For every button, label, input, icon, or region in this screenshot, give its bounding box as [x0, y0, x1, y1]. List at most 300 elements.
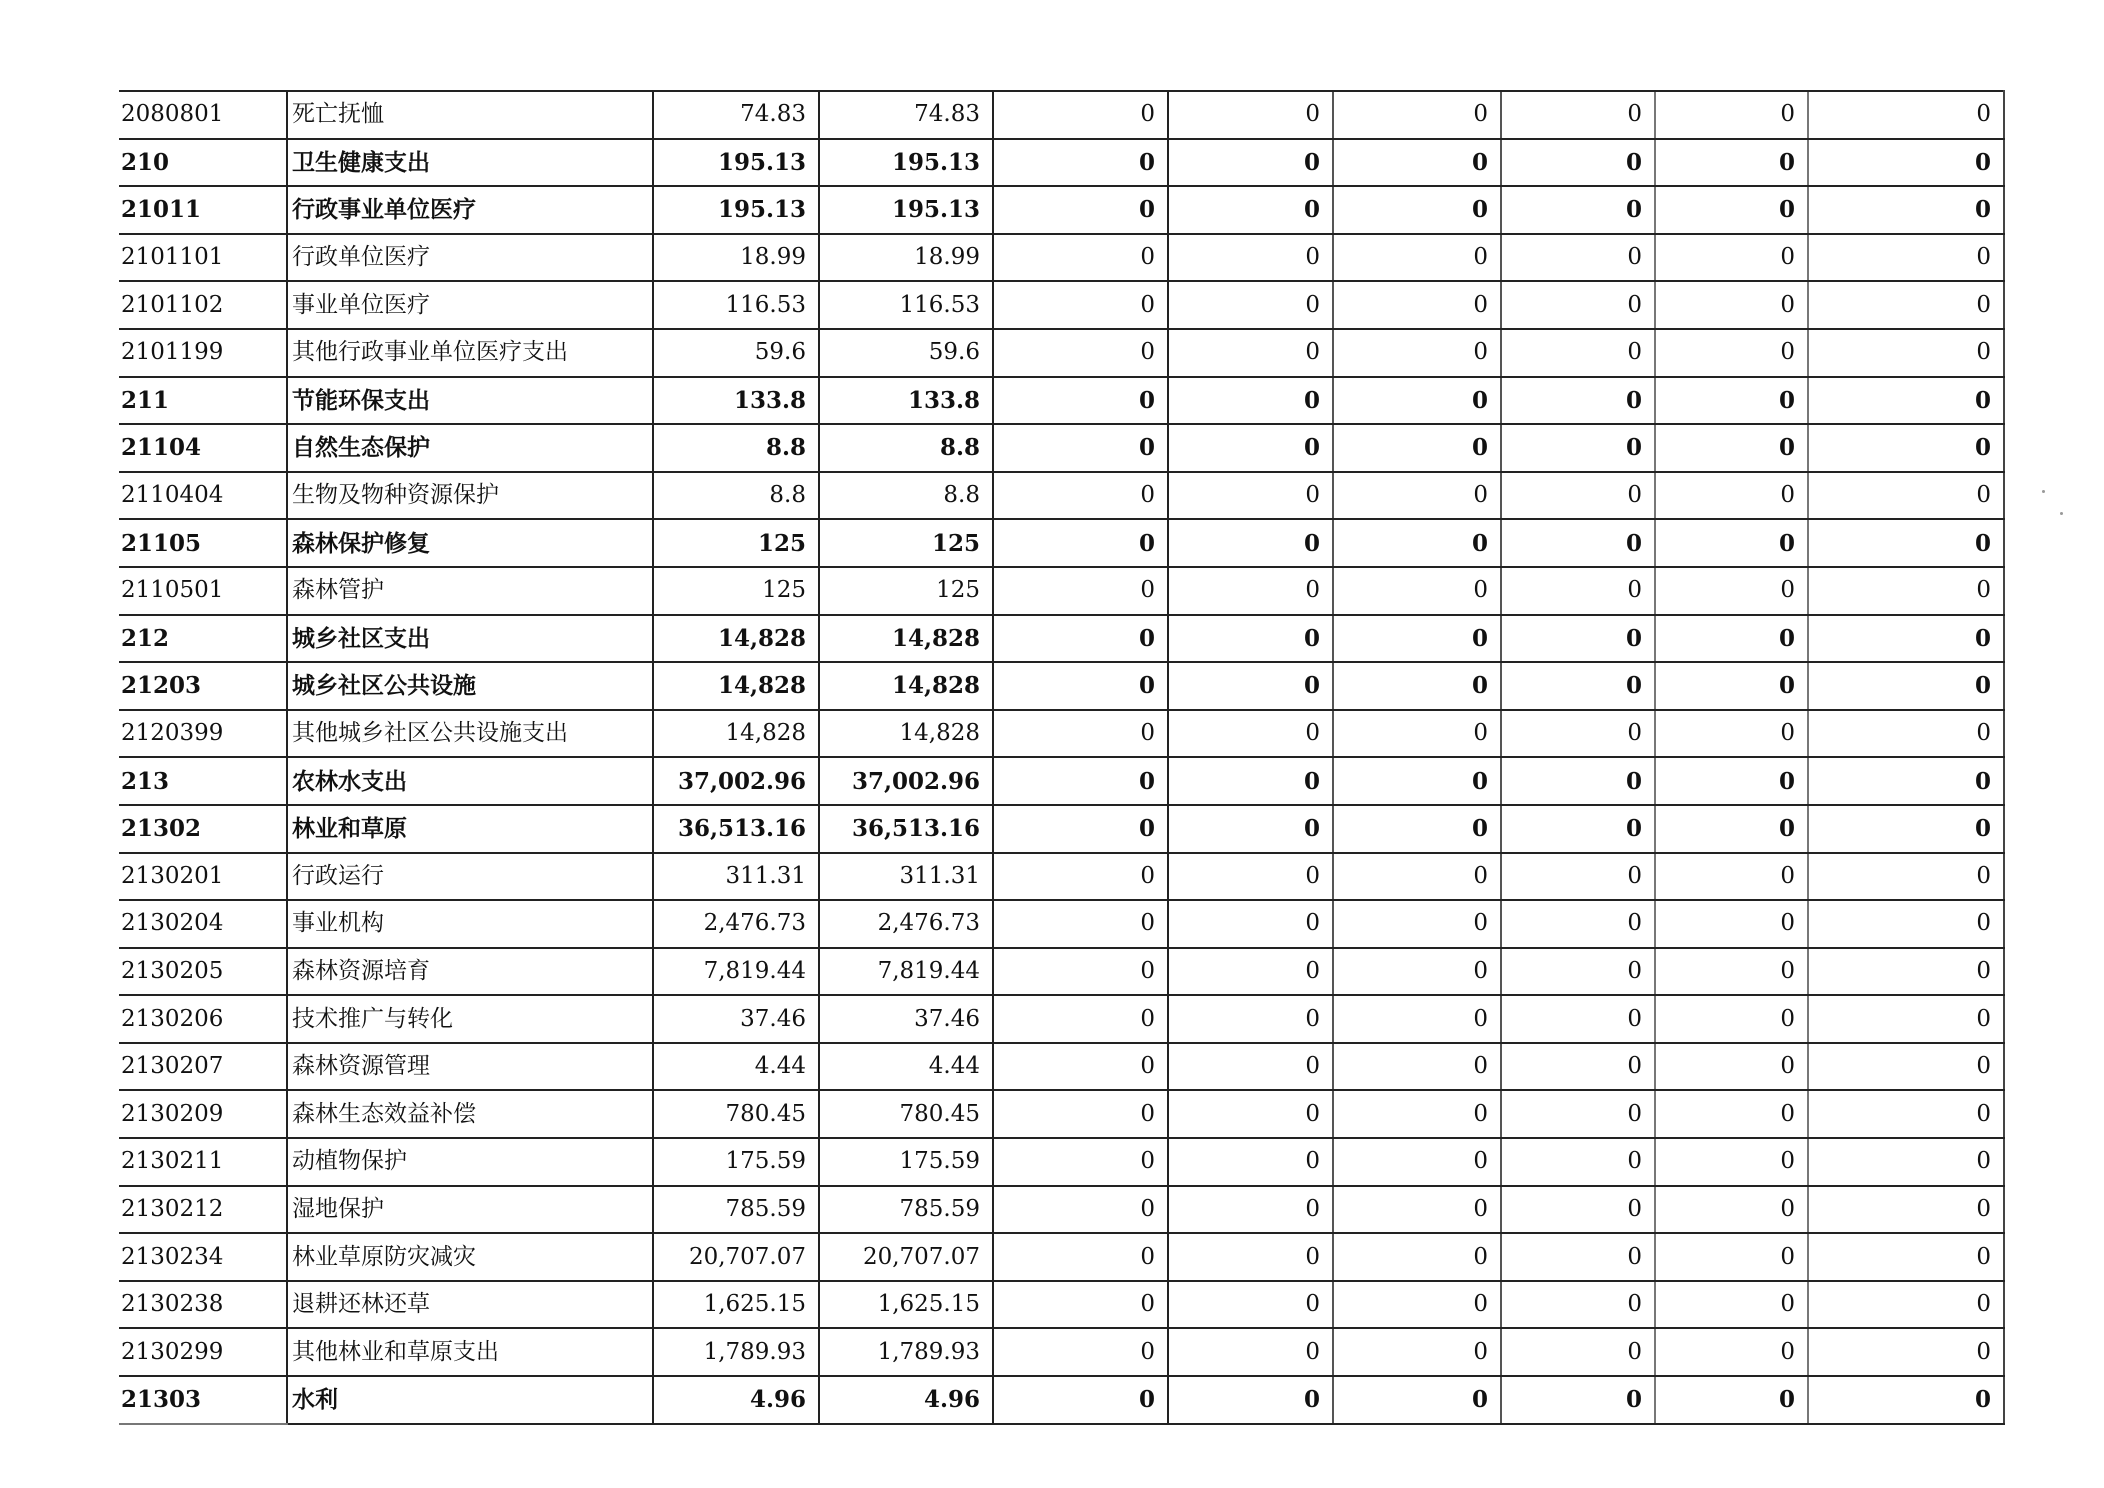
amount-cell-7: 0: [1655, 853, 1808, 901]
table-row: [119, 948, 2004, 996]
amount-cell-7: 0: [1655, 186, 1808, 234]
basic-expenditure-cell: 14,828: [819, 710, 993, 758]
table-row: [119, 757, 2004, 805]
table-row: [119, 424, 2004, 472]
amount-cell-5: 0: [1333, 1138, 1501, 1186]
amount-cell-5: 0: [1333, 472, 1501, 520]
amount-cell-3: 0: [993, 662, 1168, 710]
subject-name-cell: 事业单位医疗: [287, 281, 653, 329]
amount-cell-4: 0: [1168, 995, 1333, 1043]
total-amount-cell: 1,625.15: [653, 1281, 819, 1329]
amount-cell-3: 0: [993, 805, 1168, 853]
amount-cell-4: 0: [1168, 1376, 1333, 1424]
basic-expenditure-cell: 8.8: [819, 472, 993, 520]
basic-expenditure-cell: 1,789.93: [819, 1328, 993, 1376]
basic-expenditure-cell: 20,707.07: [819, 1233, 993, 1281]
subject-code-cell: 2130205: [119, 948, 287, 996]
amount-cell-3: 0: [993, 1138, 1168, 1186]
amount-cell-3: 0: [993, 519, 1168, 567]
subject-code-cell: 211: [119, 377, 287, 425]
subject-name-cell: 生物及物种资源保护: [287, 472, 653, 520]
amount-cell-4: 0: [1168, 710, 1333, 758]
table-row: [119, 710, 2004, 758]
subject-code-cell: 2110404: [119, 472, 287, 520]
amount-cell-6: 0: [1501, 186, 1655, 234]
amount-cell-7: 0: [1655, 1043, 1808, 1091]
total-amount-cell: 20,707.07: [653, 1233, 819, 1281]
amount-cell-4: 0: [1168, 139, 1333, 187]
amount-cell-8: 0: [1808, 1281, 2004, 1329]
amount-cell-3: 0: [993, 186, 1168, 234]
scan-speck: [2060, 512, 2063, 515]
amount-cell-6: 0: [1501, 1090, 1655, 1138]
amount-cell-6: 0: [1501, 1376, 1655, 1424]
amount-cell-8: 0: [1808, 1186, 2004, 1234]
amount-cell-7: 0: [1655, 948, 1808, 996]
table-row: [119, 186, 2004, 234]
total-amount-cell: 780.45: [653, 1090, 819, 1138]
subject-name-cell: 林业草原防灾减灾: [287, 1233, 653, 1281]
total-amount-cell: 195.13: [653, 139, 819, 187]
amount-cell-5: 0: [1333, 329, 1501, 377]
basic-expenditure-cell: 18.99: [819, 234, 993, 282]
amount-cell-7: 0: [1655, 757, 1808, 805]
table-row: [119, 91, 2004, 139]
table-row: [119, 615, 2004, 663]
basic-expenditure-cell: 195.13: [819, 186, 993, 234]
amount-cell-4: 0: [1168, 234, 1333, 282]
amount-cell-6: 0: [1501, 615, 1655, 663]
amount-cell-5: 0: [1333, 1233, 1501, 1281]
basic-expenditure-cell: 4.96: [819, 1376, 993, 1424]
total-amount-cell: 14,828: [653, 710, 819, 758]
amount-cell-6: 0: [1501, 567, 1655, 615]
amount-cell-3: 0: [993, 329, 1168, 377]
amount-cell-5: 0: [1333, 424, 1501, 472]
subject-name-cell: 森林保护修复: [287, 519, 653, 567]
amount-cell-7: 0: [1655, 234, 1808, 282]
subject-name-cell: 节能环保支出: [287, 377, 653, 425]
amount-cell-7: 0: [1655, 995, 1808, 1043]
amount-cell-7: 0: [1655, 329, 1808, 377]
subject-name-cell: 森林资源管理: [287, 1043, 653, 1091]
basic-expenditure-cell: 1,625.15: [819, 1281, 993, 1329]
subject-code-cell: 2080801: [119, 91, 287, 139]
basic-expenditure-cell: 14,828: [819, 615, 993, 663]
amount-cell-7: 0: [1655, 805, 1808, 853]
subject-code-cell: 2130238: [119, 1281, 287, 1329]
amount-cell-3: 0: [993, 234, 1168, 282]
basic-expenditure-cell: 4.44: [819, 1043, 993, 1091]
total-amount-cell: 4.96: [653, 1376, 819, 1424]
amount-cell-6: 0: [1501, 377, 1655, 425]
amount-cell-8: 0: [1808, 662, 2004, 710]
amount-cell-7: 0: [1655, 91, 1808, 139]
amount-cell-3: 0: [993, 472, 1168, 520]
total-amount-cell: 311.31: [653, 853, 819, 901]
basic-expenditure-cell: 785.59: [819, 1186, 993, 1234]
amount-cell-8: 0: [1808, 615, 2004, 663]
total-amount-cell: 8.8: [653, 472, 819, 520]
table-row: [119, 853, 2004, 901]
amount-cell-6: 0: [1501, 1281, 1655, 1329]
total-amount-cell: 37,002.96: [653, 757, 819, 805]
total-amount-cell: 125: [653, 519, 819, 567]
total-amount-cell: 14,828: [653, 615, 819, 663]
amount-cell-4: 0: [1168, 1043, 1333, 1091]
amount-cell-6: 0: [1501, 472, 1655, 520]
amount-cell-3: 0: [993, 281, 1168, 329]
amount-cell-8: 0: [1808, 186, 2004, 234]
scan-speck: [2042, 490, 2045, 493]
subject-code-cell: 2110501: [119, 567, 287, 615]
amount-cell-3: 0: [993, 1376, 1168, 1424]
amount-cell-7: 0: [1655, 1376, 1808, 1424]
amount-cell-7: 0: [1655, 567, 1808, 615]
subject-name-cell: 农林水支出: [287, 757, 653, 805]
amount-cell-6: 0: [1501, 1233, 1655, 1281]
amount-cell-8: 0: [1808, 91, 2004, 139]
subject-code-cell: 2130207: [119, 1043, 287, 1091]
amount-cell-6: 0: [1501, 424, 1655, 472]
amount-cell-5: 0: [1333, 1328, 1501, 1376]
total-amount-cell: 8.8: [653, 424, 819, 472]
subject-code-cell: 212: [119, 615, 287, 663]
amount-cell-5: 0: [1333, 1043, 1501, 1091]
subject-code-cell: 21203: [119, 662, 287, 710]
amount-cell-5: 0: [1333, 91, 1501, 139]
amount-cell-6: 0: [1501, 710, 1655, 758]
amount-cell-6: 0: [1501, 1138, 1655, 1186]
total-amount-cell: 125: [653, 567, 819, 615]
basic-expenditure-cell: 37.46: [819, 995, 993, 1043]
amount-cell-8: 0: [1808, 1328, 2004, 1376]
subject-name-cell: 森林管护: [287, 567, 653, 615]
amount-cell-3: 0: [993, 948, 1168, 996]
table-row: [119, 1043, 2004, 1091]
amount-cell-4: 0: [1168, 1233, 1333, 1281]
basic-expenditure-cell: 116.53: [819, 281, 993, 329]
amount-cell-3: 0: [993, 377, 1168, 425]
amount-cell-6: 0: [1501, 1328, 1655, 1376]
amount-cell-6: 0: [1501, 900, 1655, 948]
subject-name-cell: 其他林业和草原支出: [287, 1328, 653, 1376]
amount-cell-6: 0: [1501, 91, 1655, 139]
amount-cell-5: 0: [1333, 853, 1501, 901]
amount-cell-7: 0: [1655, 1281, 1808, 1329]
amount-cell-5: 0: [1333, 519, 1501, 567]
subject-name-cell: 水利: [287, 1376, 653, 1424]
basic-expenditure-cell: 8.8: [819, 424, 993, 472]
amount-cell-8: 0: [1808, 805, 2004, 853]
subject-name-cell: 死亡抚恤: [287, 91, 653, 139]
basic-expenditure-cell: 2,476.73: [819, 900, 993, 948]
amount-cell-8: 0: [1808, 710, 2004, 758]
total-amount-cell: 175.59: [653, 1138, 819, 1186]
amount-cell-5: 0: [1333, 900, 1501, 948]
amount-cell-5: 0: [1333, 281, 1501, 329]
amount-cell-6: 0: [1501, 757, 1655, 805]
amount-cell-7: 0: [1655, 519, 1808, 567]
amount-cell-5: 0: [1333, 1090, 1501, 1138]
subject-name-cell: 行政单位医疗: [287, 234, 653, 282]
amount-cell-3: 0: [993, 139, 1168, 187]
subject-code-cell: 213: [119, 757, 287, 805]
subject-code-cell: 2130204: [119, 900, 287, 948]
amount-cell-5: 0: [1333, 1376, 1501, 1424]
table-row: [119, 472, 2004, 520]
amount-cell-6: 0: [1501, 662, 1655, 710]
subject-code-cell: 2120399: [119, 710, 287, 758]
table-row: [119, 1090, 2004, 1138]
basic-expenditure-cell: 74.83: [819, 91, 993, 139]
basic-expenditure-cell: 36,513.16: [819, 805, 993, 853]
amount-cell-5: 0: [1333, 377, 1501, 425]
amount-cell-4: 0: [1168, 757, 1333, 805]
amount-cell-5: 0: [1333, 805, 1501, 853]
amount-cell-5: 0: [1333, 995, 1501, 1043]
amount-cell-7: 0: [1655, 472, 1808, 520]
amount-cell-8: 0: [1808, 234, 2004, 282]
amount-cell-3: 0: [993, 995, 1168, 1043]
amount-cell-5: 0: [1333, 615, 1501, 663]
amount-cell-3: 0: [993, 1328, 1168, 1376]
table-row: [119, 1376, 2004, 1424]
basic-expenditure-cell: 133.8: [819, 377, 993, 425]
amount-cell-6: 0: [1501, 1043, 1655, 1091]
table-row: [119, 281, 2004, 329]
amount-cell-8: 0: [1808, 900, 2004, 948]
amount-cell-6: 0: [1501, 948, 1655, 996]
subject-name-cell: 行政事业单位医疗: [287, 186, 653, 234]
amount-cell-3: 0: [993, 615, 1168, 663]
table-row: [119, 1328, 2004, 1376]
amount-cell-7: 0: [1655, 900, 1808, 948]
amount-cell-7: 0: [1655, 281, 1808, 329]
amount-cell-4: 0: [1168, 1090, 1333, 1138]
amount-cell-6: 0: [1501, 519, 1655, 567]
amount-cell-8: 0: [1808, 948, 2004, 996]
basic-expenditure-cell: 780.45: [819, 1090, 993, 1138]
subject-code-cell: 2101199: [119, 329, 287, 377]
amount-cell-7: 0: [1655, 139, 1808, 187]
amount-cell-6: 0: [1501, 281, 1655, 329]
amount-cell-5: 0: [1333, 234, 1501, 282]
table-row: [119, 1281, 2004, 1329]
table-row: [119, 1186, 2004, 1234]
amount-cell-5: 0: [1333, 662, 1501, 710]
amount-cell-8: 0: [1808, 424, 2004, 472]
table-row: [119, 662, 2004, 710]
table-row: [119, 995, 2004, 1043]
amount-cell-7: 0: [1655, 1328, 1808, 1376]
basic-expenditure-cell: 125: [819, 519, 993, 567]
subject-name-cell: 行政运行: [287, 853, 653, 901]
table-row: [119, 900, 2004, 948]
amount-cell-7: 0: [1655, 1233, 1808, 1281]
subject-code-cell: 2130206: [119, 995, 287, 1043]
subject-name-cell: 林业和草原: [287, 805, 653, 853]
total-amount-cell: 116.53: [653, 281, 819, 329]
amount-cell-4: 0: [1168, 472, 1333, 520]
subject-name-cell: 森林资源培育: [287, 948, 653, 996]
amount-cell-6: 0: [1501, 1186, 1655, 1234]
amount-cell-4: 0: [1168, 424, 1333, 472]
basic-expenditure-cell: 311.31: [819, 853, 993, 901]
amount-cell-8: 0: [1808, 853, 2004, 901]
total-amount-cell: 1,789.93: [653, 1328, 819, 1376]
table-row: [119, 1138, 2004, 1186]
subject-code-cell: 2101101: [119, 234, 287, 282]
amount-cell-4: 0: [1168, 281, 1333, 329]
amount-cell-3: 0: [993, 567, 1168, 615]
amount-cell-3: 0: [993, 1281, 1168, 1329]
amount-cell-8: 0: [1808, 1090, 2004, 1138]
subject-name-cell: 湿地保护: [287, 1186, 653, 1234]
amount-cell-5: 0: [1333, 757, 1501, 805]
amount-cell-3: 0: [993, 710, 1168, 758]
amount-cell-8: 0: [1808, 1138, 2004, 1186]
table-body: [119, 91, 2004, 1424]
amount-cell-4: 0: [1168, 615, 1333, 663]
amount-cell-6: 0: [1501, 234, 1655, 282]
subject-code-cell: 2130299: [119, 1328, 287, 1376]
subject-code-cell: 2130201: [119, 853, 287, 901]
amount-cell-3: 0: [993, 757, 1168, 805]
table-row: [119, 139, 2004, 187]
total-amount-cell: 74.83: [653, 91, 819, 139]
table-row: [119, 234, 2004, 282]
subject-name-cell: 其他城乡社区公共设施支出: [287, 710, 653, 758]
table-row: [119, 519, 2004, 567]
amount-cell-5: 0: [1333, 139, 1501, 187]
table-row: [119, 329, 2004, 377]
amount-cell-3: 0: [993, 853, 1168, 901]
subject-name-cell: 森林生态效益补偿: [287, 1090, 653, 1138]
amount-cell-7: 0: [1655, 377, 1808, 425]
amount-cell-6: 0: [1501, 805, 1655, 853]
amount-cell-3: 0: [993, 1233, 1168, 1281]
total-amount-cell: 2,476.73: [653, 900, 819, 948]
amount-cell-4: 0: [1168, 900, 1333, 948]
amount-cell-6: 0: [1501, 139, 1655, 187]
total-amount-cell: 4.44: [653, 1043, 819, 1091]
amount-cell-5: 0: [1333, 710, 1501, 758]
subject-name-cell: 卫生健康支出: [287, 139, 653, 187]
amount-cell-4: 0: [1168, 1138, 1333, 1186]
amount-cell-4: 0: [1168, 1186, 1333, 1234]
amount-cell-7: 0: [1655, 662, 1808, 710]
amount-cell-5: 0: [1333, 186, 1501, 234]
subject-name-cell: 退耕还林还草: [287, 1281, 653, 1329]
subject-code-cell: 210: [119, 139, 287, 187]
amount-cell-3: 0: [993, 1090, 1168, 1138]
amount-cell-7: 0: [1655, 424, 1808, 472]
amount-cell-4: 0: [1168, 948, 1333, 996]
amount-cell-4: 0: [1168, 567, 1333, 615]
amount-cell-6: 0: [1501, 853, 1655, 901]
total-amount-cell: 133.8: [653, 377, 819, 425]
amount-cell-8: 0: [1808, 1043, 2004, 1091]
table-row: [119, 567, 2004, 615]
subject-code-cell: 2130209: [119, 1090, 287, 1138]
amount-cell-7: 0: [1655, 1138, 1808, 1186]
subject-code-cell: 2130212: [119, 1186, 287, 1234]
table-row: [119, 377, 2004, 425]
amount-cell-4: 0: [1168, 805, 1333, 853]
table-row: [119, 805, 2004, 853]
amount-cell-7: 0: [1655, 710, 1808, 758]
amount-cell-8: 0: [1808, 757, 2004, 805]
total-amount-cell: 7,819.44: [653, 948, 819, 996]
amount-cell-3: 0: [993, 424, 1168, 472]
total-amount-cell: 195.13: [653, 186, 819, 234]
total-amount-cell: 785.59: [653, 1186, 819, 1234]
subject-name-cell: 城乡社区公共设施: [287, 662, 653, 710]
amount-cell-6: 0: [1501, 329, 1655, 377]
amount-cell-7: 0: [1655, 1186, 1808, 1234]
amount-cell-4: 0: [1168, 377, 1333, 425]
total-amount-cell: 59.6: [653, 329, 819, 377]
amount-cell-5: 0: [1333, 948, 1501, 996]
amount-cell-8: 0: [1808, 519, 2004, 567]
budget-expenditure-table: [119, 90, 2005, 1425]
subject-code-cell: 21104: [119, 424, 287, 472]
amount-cell-7: 0: [1655, 615, 1808, 663]
amount-cell-8: 0: [1808, 1233, 2004, 1281]
amount-cell-8: 0: [1808, 472, 2004, 520]
table-row: [119, 1233, 2004, 1281]
amount-cell-5: 0: [1333, 1186, 1501, 1234]
subject-name-cell: 自然生态保护: [287, 424, 653, 472]
total-amount-cell: 36,513.16: [653, 805, 819, 853]
total-amount-cell: 18.99: [653, 234, 819, 282]
basic-expenditure-cell: 175.59: [819, 1138, 993, 1186]
subject-name-cell: 事业机构: [287, 900, 653, 948]
amount-cell-8: 0: [1808, 567, 2004, 615]
amount-cell-4: 0: [1168, 91, 1333, 139]
subject-name-cell: 城乡社区支出: [287, 615, 653, 663]
amount-cell-4: 0: [1168, 1281, 1333, 1329]
amount-cell-5: 0: [1333, 567, 1501, 615]
amount-cell-8: 0: [1808, 329, 2004, 377]
subject-code-cell: 2130234: [119, 1233, 287, 1281]
subject-code-cell: 21302: [119, 805, 287, 853]
amount-cell-4: 0: [1168, 186, 1333, 234]
amount-cell-6: 0: [1501, 995, 1655, 1043]
subject-code-cell: 21105: [119, 519, 287, 567]
amount-cell-4: 0: [1168, 329, 1333, 377]
subject-name-cell: 技术推广与转化: [287, 995, 653, 1043]
basic-expenditure-cell: 59.6: [819, 329, 993, 377]
amount-cell-4: 0: [1168, 519, 1333, 567]
amount-cell-7: 0: [1655, 1090, 1808, 1138]
amount-cell-3: 0: [993, 91, 1168, 139]
amount-cell-4: 0: [1168, 662, 1333, 710]
basic-expenditure-cell: 125: [819, 567, 993, 615]
subject-code-cell: 2130211: [119, 1138, 287, 1186]
amount-cell-5: 0: [1333, 1281, 1501, 1329]
total-amount-cell: 14,828: [653, 662, 819, 710]
subject-code-cell: 21011: [119, 186, 287, 234]
subject-code-cell: 21303: [119, 1376, 287, 1424]
basic-expenditure-cell: 14,828: [819, 662, 993, 710]
amount-cell-3: 0: [993, 1186, 1168, 1234]
subject-name-cell: 其他行政事业单位医疗支出: [287, 329, 653, 377]
amount-cell-4: 0: [1168, 853, 1333, 901]
total-amount-cell: 37.46: [653, 995, 819, 1043]
amount-cell-8: 0: [1808, 377, 2004, 425]
